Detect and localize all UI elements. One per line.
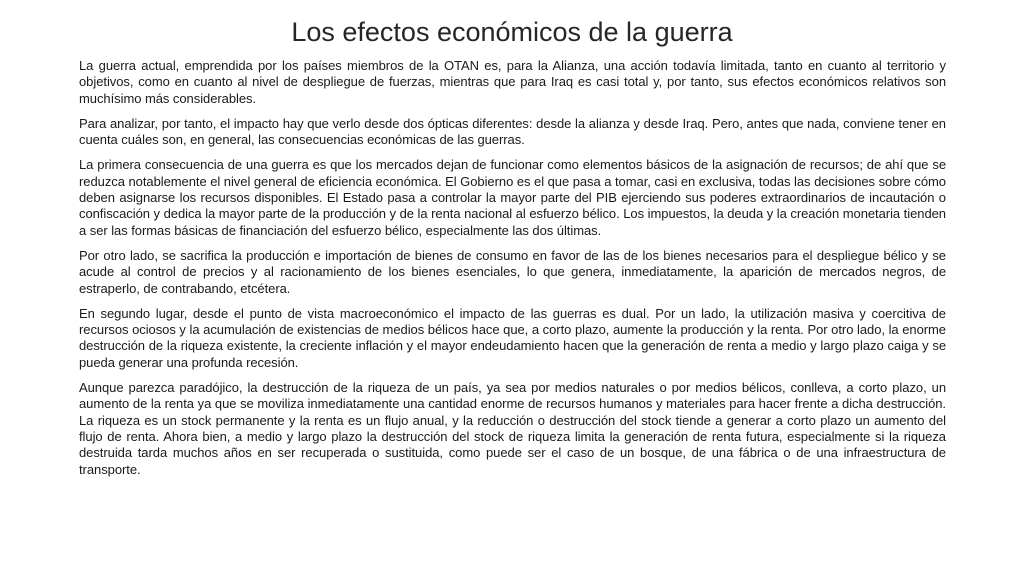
slide-body [79, 58, 946, 487]
paragraph-first-consequence: La primera consecuencia de una guerra es que los mercados dejan de funcionar como elementos básicos de la asignación de recursos; de ahí que se reduzca notablemente el nivel general de eficiencia económica. El Gobierno es el que pasa a tomar, casi en exclusiva, todas las decisiones sobre cómo deben asignarse los recursos disponibles. El Estado pasa a controlar la mayor parte del PIB ejerciendo sus poderes extraordinarios de incautación o confiscación y dedica la mayor parte de la producción y de la renta nacional al esfuerzo bélico. Los impuestos, la deuda y la creación monetaria tienden a ser las formas básicas de financiación del esfuerzo bélico, especialmente las dos últimas. [79, 157, 946, 238]
paragraph-analysis: Para analizar, por tanto, el impacto hay que verlo desde dos ópticas diferentes: desde la alianza y desde Iraq. Pero, antes que nada, conviene tener en cuenta cuáles son, en general, las consecuencias económicas de las guerras. [79, 115, 946, 148]
slide-title: Los efectos económicos de la guerra [291, 17, 733, 47]
paragraph-macroeconomic: En segundo lugar, desde el punto de vista macroeconómico el impacto de las guerras es dual. Por un lado, la utilización masiva y coercitiva de recursos ociosos y la acumulación de existencias de medios bélicos hace que, a corto plazo, aumente la producción y la renta. Por otro lado, la enorme destrucción de la riqueza existente, la creciente inflación y el mayor endeudamiento hacen que la generación de renta a medio y largo plazo caiga y se pueda generar una profunda recesión. [79, 305, 946, 370]
paragraph-consumption: Por otro lado, se sacrifica la producción e importación de bienes de consumo en favor de las de los bienes necesarios para el despliegue bélico y se acude al control de precios y al racionamiento de los bienes esenciales, lo que genera, inmediatamente, la aparición de mercados negros, de estraperlo, de contrabando, etcétera. [79, 247, 946, 296]
paragraph-wealth-destruction: Aunque parezca paradójico, la destrucción de la riqueza de un país, ya sea por medios naturales o por medios bélicos, conlleva, a corto plazo, un aumento de la renta ya que se moviliza inmediatamente una cantidad enorme de recursos humanos y materiales para hacer frente a dicha destrucción. La riqueza es un stock permanente y la renta es un flujo anual, y la reducción o destrucción del stock tiende a generar a corto plazo un aumento del flujo de renta. Ahora bien, a medio y largo plazo la destrucción del stock de riqueza limita la generación de renta futura, especialmente si la riqueza destruida tarda muchos años en ser recuperada o sustituida, como puede ser el caso de un bosque, de una fábrica o de una infraestructura de transporte. [79, 380, 946, 477]
paragraph-intro: La guerra actual, emprendida por los países miembros de la OTAN es, para la Alianza, una acción todavía limitada, tanto en cuanto al territorio y objetivos, como en cuanto al nivel de despliegue de fuerzas, mientras que para Iraq es casi total y, por tanto, sus efectos económicos relativos son muchísimo más considerables. [79, 58, 946, 106]
